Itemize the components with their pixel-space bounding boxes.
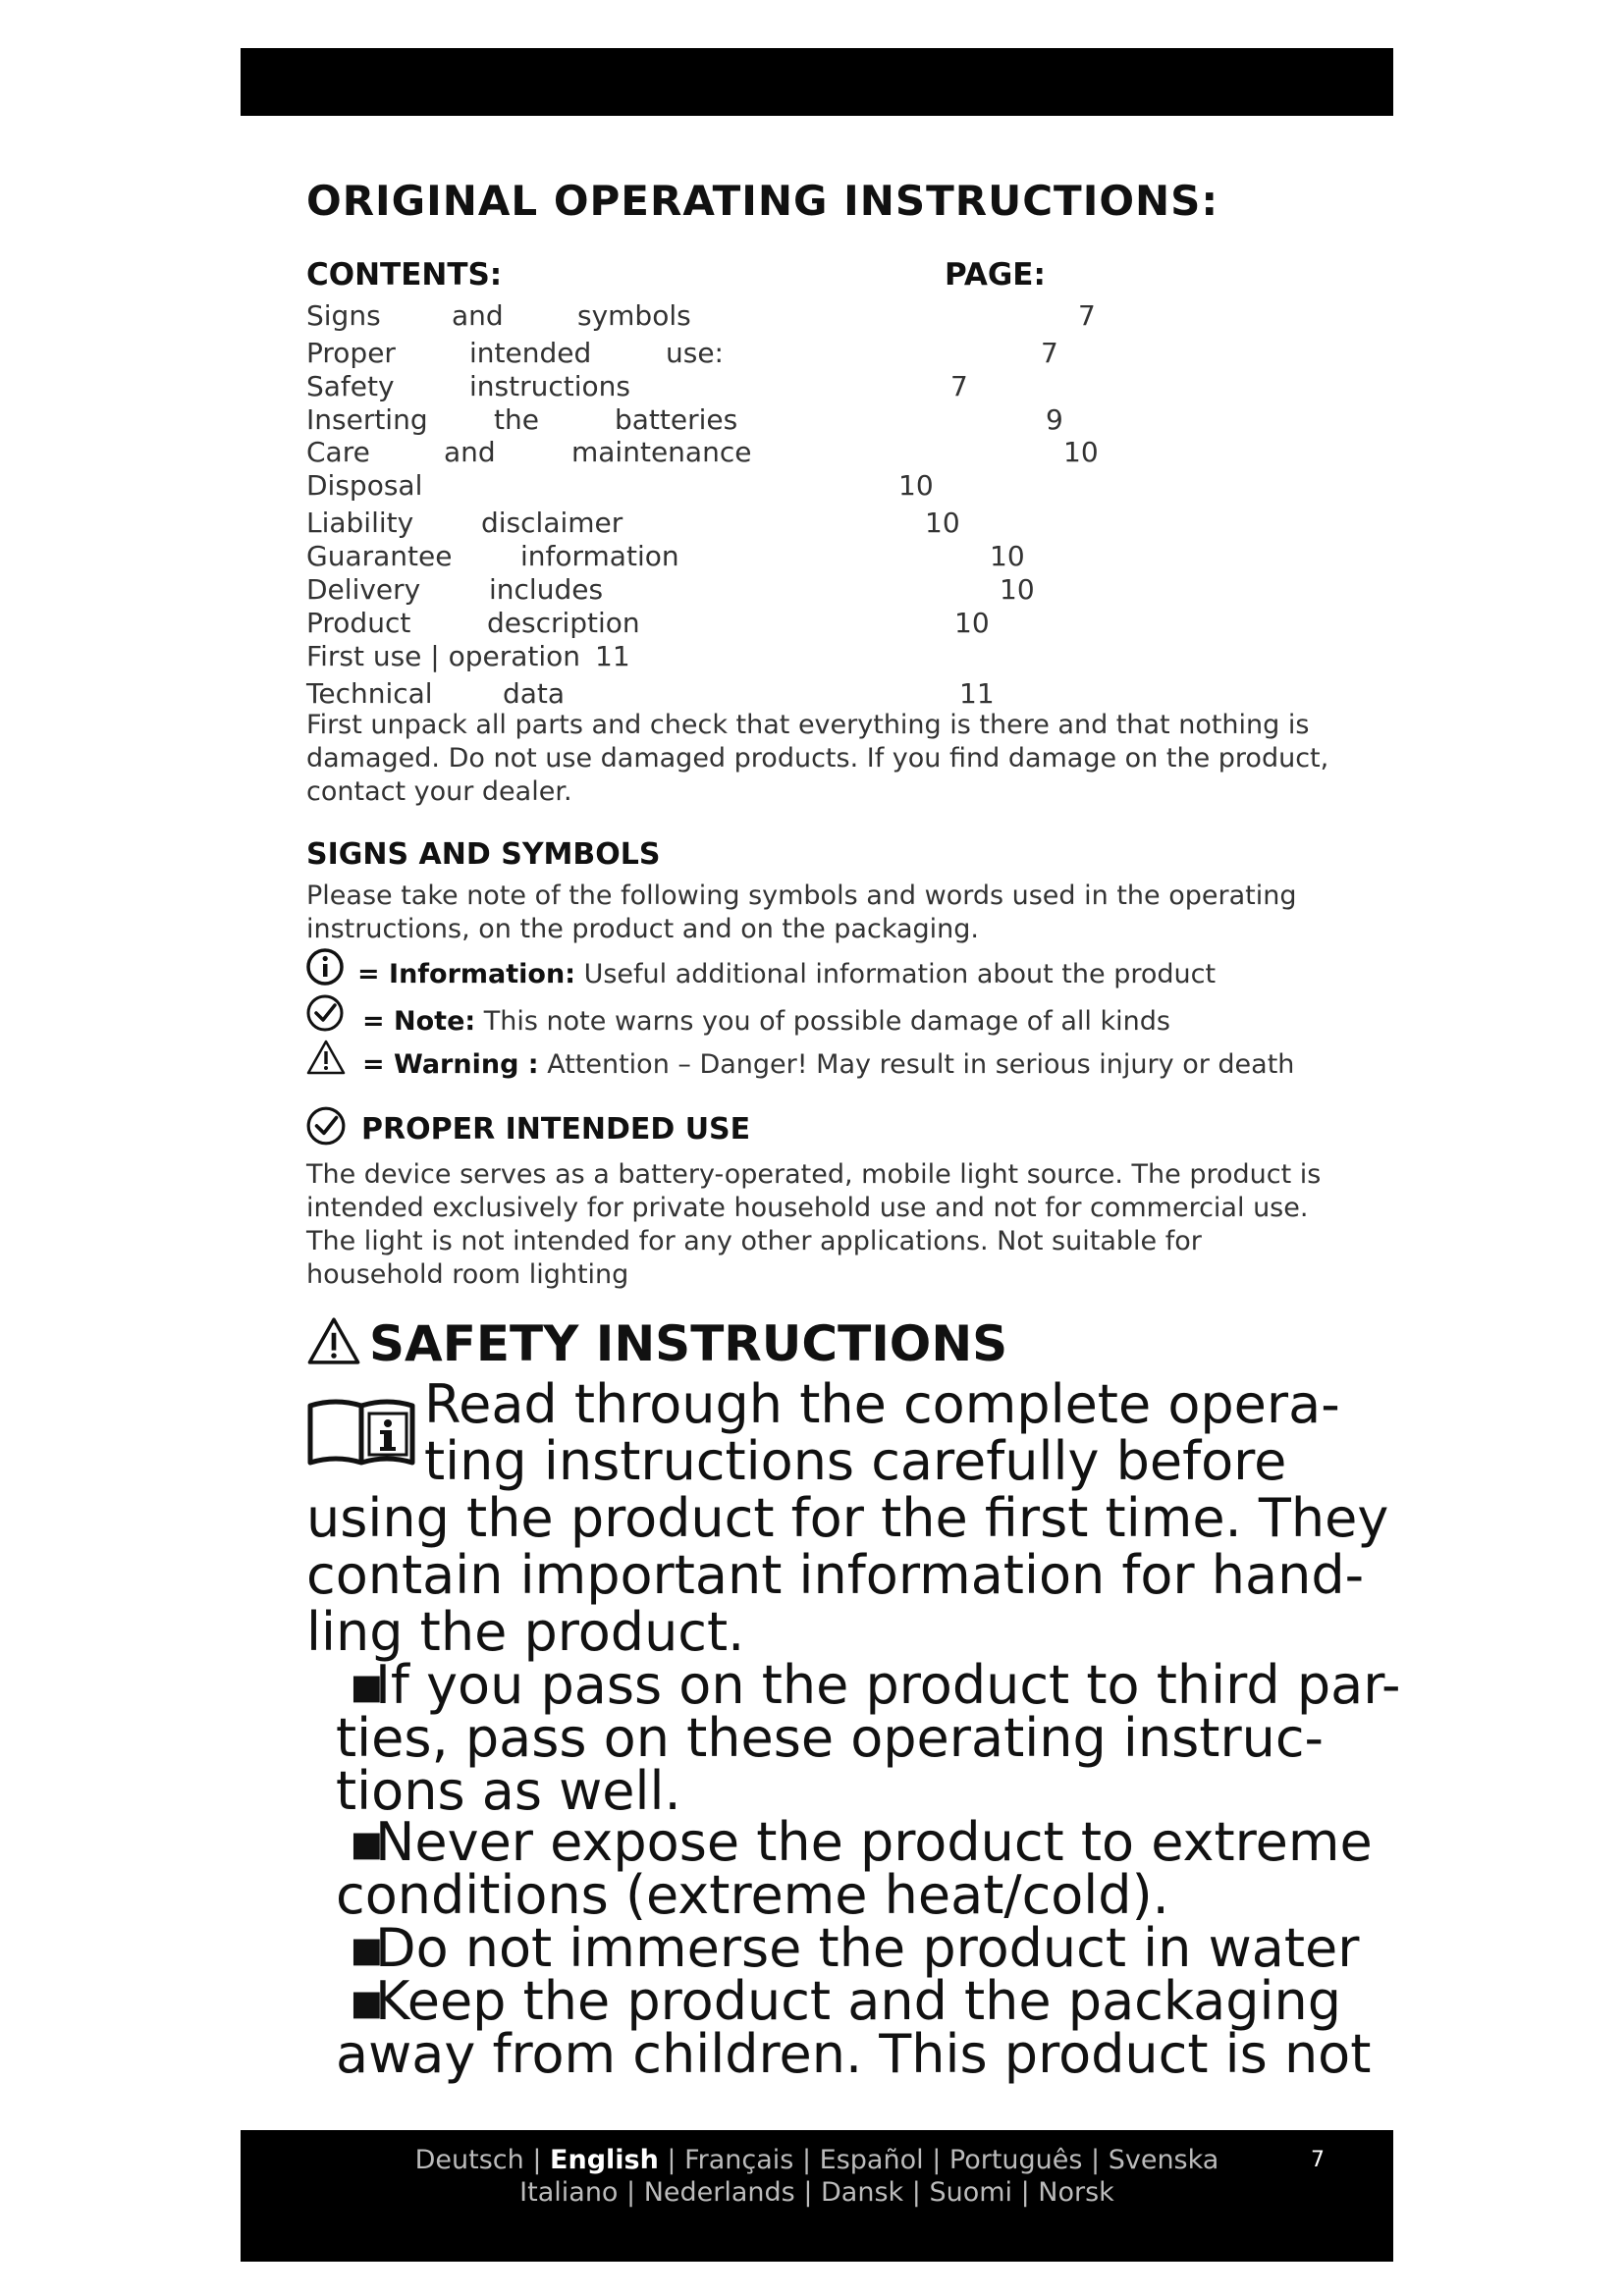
toc-page-number: 10 xyxy=(1000,573,1035,606)
toc-word: Safety xyxy=(306,370,395,402)
toc-page-number: 10 xyxy=(898,469,934,502)
safety-line: ling the product. xyxy=(306,1601,745,1663)
language-link-suomi[interactable]: Suomi xyxy=(929,2177,1013,2208)
language-link-norsk[interactable]: Norsk xyxy=(1038,2177,1114,2208)
bullet-marker: ▪ xyxy=(349,1970,385,2032)
manual-book-icon xyxy=(306,1392,416,1474)
symbol-row-warning xyxy=(362,1049,1294,1080)
toc-word: symbols xyxy=(577,299,691,332)
symbol-separator: : xyxy=(518,1049,539,1080)
bullet-line: away from children. This product is not xyxy=(336,2023,1372,2085)
toc-page-number: 7 xyxy=(1078,299,1096,332)
page-number: 7 xyxy=(1311,2148,1325,2172)
toc-word: and xyxy=(444,436,496,468)
bullet-marker: ▪ xyxy=(349,1811,385,1873)
proper-use-heading: PROPER INTENDED USE xyxy=(361,1112,751,1147)
toc-page-number: 10 xyxy=(1063,436,1099,468)
unpack-paragraph: First unpack all parts and check that everything is there and that nothing is damaged. Do not use damaged products. If you find damage on the product, contact your dealer. xyxy=(306,710,1329,807)
proper-use-paragraph: The device serves as a battery-operated, mobile light source. The product is intended exclusively for private household use and not for commercial use. The light is not intended for any other applications. Not suitable for household room lighting xyxy=(306,1159,1322,1290)
toc-word: Delivery xyxy=(306,573,421,606)
symbol-term: = Note xyxy=(362,1006,465,1037)
symbol-description: Useful additional information about the product xyxy=(575,959,1217,989)
language-link-francais[interactable]: Français xyxy=(684,2145,794,2175)
toc-page-label: PAGE: xyxy=(945,257,1046,293)
toc-word: and xyxy=(452,299,504,332)
bullet-marker: ▪ xyxy=(349,1654,385,1716)
language-link-italiano[interactable]: Italiano xyxy=(519,2177,619,2208)
bullet-line: Do not immerse the product in water xyxy=(375,1917,1360,1979)
toc-word: intended xyxy=(469,337,592,369)
toc-page-number: 10 xyxy=(990,540,1025,572)
toc-word: maintenance xyxy=(571,436,752,468)
signs-intro: Please take note of the following symbols and words used in the operating instructions, on the product and on the packaging. xyxy=(306,881,1297,944)
language-link-deutsch[interactable]: Deutsch xyxy=(414,2145,524,2175)
toc-word: Product xyxy=(306,607,411,639)
symbol-term: = Warning xyxy=(362,1049,519,1080)
toc-page-number: 7 xyxy=(1041,337,1058,369)
symbol-separator: : xyxy=(464,1006,476,1037)
toc-word: Signs xyxy=(306,299,381,332)
toc-word: use: xyxy=(666,337,724,369)
language-row-2: Italiano | Nederlands | Dansk | Suomi | Norsk xyxy=(519,2177,1114,2208)
toc-word: includes xyxy=(489,573,604,606)
language-link-nederlands[interactable]: Nederlands xyxy=(643,2177,795,2208)
toc-word: Proper xyxy=(306,337,396,369)
toc-page-number: 11 xyxy=(959,677,995,710)
toc-page-number: 10 xyxy=(925,507,960,539)
bullet-line: If you pass on the product to third par- xyxy=(375,1654,1401,1716)
header-bar xyxy=(241,48,1393,116)
toc-word: Care xyxy=(306,436,370,468)
page-title: ORIGINAL OPERATING INSTRUCTIONS: xyxy=(306,177,1219,225)
footer-bar xyxy=(241,2130,1393,2262)
safety-line: ting instructions carefully before xyxy=(424,1430,1287,1492)
toc-page-number: 7 xyxy=(950,370,968,402)
signs-heading: SIGNS AND SYMBOLS xyxy=(306,837,661,872)
toc-word: Liability xyxy=(306,507,414,539)
language-link-dansk[interactable]: Dansk xyxy=(821,2177,904,2208)
symbol-description: Attention – Danger! May result in serious injury or death xyxy=(538,1049,1295,1080)
symbol-separator: : xyxy=(565,959,576,989)
language-link-english[interactable]: English xyxy=(550,2145,659,2175)
toc-word: Inserting xyxy=(306,403,428,436)
warning-triangle-icon xyxy=(305,1039,347,1080)
safety-line: using the product for the first time. They xyxy=(306,1487,1389,1549)
check-circle-icon xyxy=(305,993,345,1037)
toc-word: the xyxy=(494,403,539,436)
language-link-svenska[interactable]: Svenska xyxy=(1108,2145,1219,2175)
symbol-description: This note warns you of possible damage of all kinds xyxy=(475,1006,1170,1037)
toc-word: disclaimer xyxy=(481,507,623,539)
toc-contents-label: CONTENTS: xyxy=(306,257,503,293)
safety-line: contain important information for hand- xyxy=(306,1544,1365,1606)
language-row-1: Deutsch | English | Français | Español | Português | Svenska xyxy=(414,2145,1219,2175)
toc-word: description xyxy=(487,607,640,639)
warning-triangle-icon xyxy=(304,1315,363,1370)
language-link-portugues[interactable]: Português xyxy=(948,2145,1083,2175)
safety-heading: SAFETY INSTRUCTIONS xyxy=(369,1315,1008,1372)
toc-word: information xyxy=(520,540,679,572)
toc-word: batteries xyxy=(615,403,738,436)
toc-word: data xyxy=(503,677,566,710)
bullet-line: conditions (extreme heat/cold). xyxy=(336,1864,1169,1926)
symbol-term: = Information xyxy=(357,959,566,989)
toc-page-number: 10 xyxy=(954,607,990,639)
check-circle-icon xyxy=(305,1105,347,1150)
toc-word: Guarantee xyxy=(306,540,453,572)
language-link-espanol[interactable]: Español xyxy=(819,2145,924,2175)
toc-word: instructions xyxy=(469,370,630,402)
symbol-row-note xyxy=(362,1006,1170,1037)
safety-line: Read through the complete opera- xyxy=(424,1373,1340,1435)
symbol-row-information xyxy=(357,959,1216,989)
toc-word: First use | operation xyxy=(306,640,581,672)
bullet-line: Never expose the product to extreme xyxy=(375,1811,1373,1873)
bullet-line: Keep the product and the packaging xyxy=(375,1970,1342,2032)
bullet-line: tions as well. xyxy=(336,1760,681,1822)
toc-page-number: 9 xyxy=(1046,403,1063,436)
toc-page-number: 11 xyxy=(595,640,630,672)
info-circle-icon xyxy=(305,947,345,990)
toc-word: Technical xyxy=(306,677,433,710)
bullet-marker: ▪ xyxy=(349,1917,385,1979)
toc-word: Disposal xyxy=(306,469,423,502)
bullet-line: ties, pass on these operating instruc- xyxy=(336,1707,1325,1769)
